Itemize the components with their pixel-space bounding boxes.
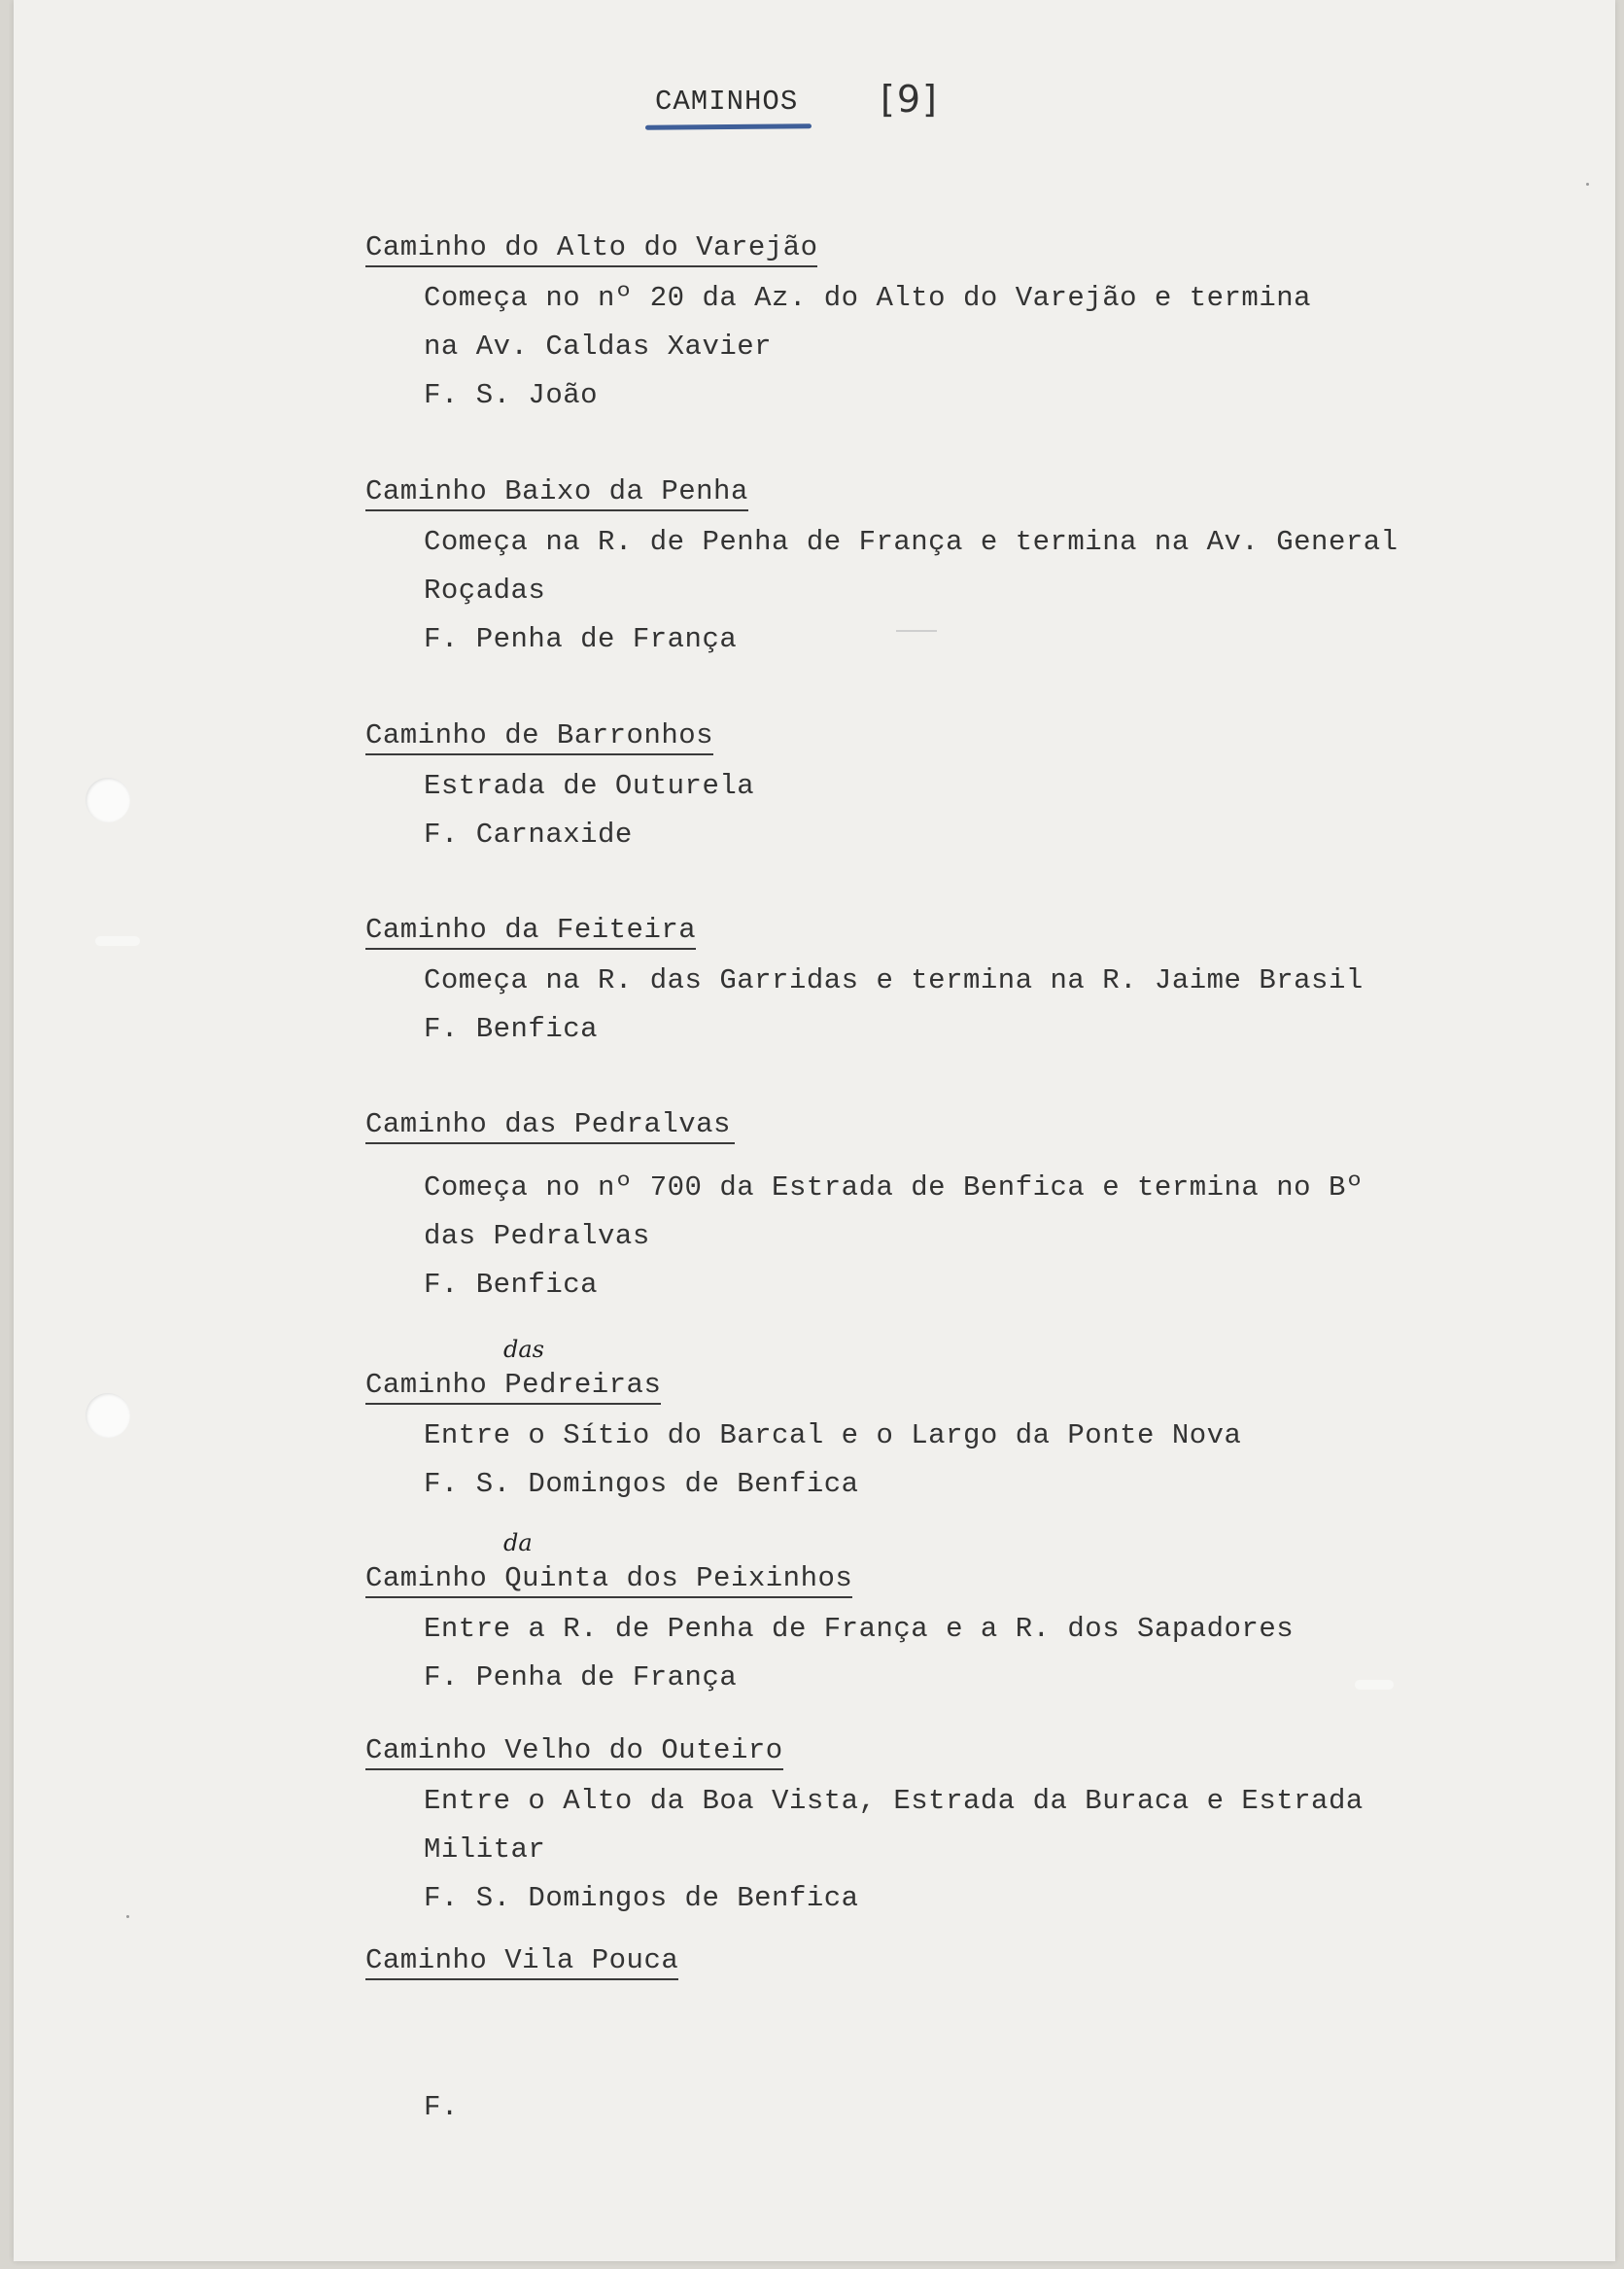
entry-line: Entre o Alto da Boa Vista, Estrada da Buraca e Estrada bbox=[424, 1785, 1364, 1817]
entry-barronhos bbox=[365, 719, 754, 859]
entry-title: Caminho Pedreiras bbox=[365, 1369, 661, 1405]
page-title: CAMINHOS bbox=[655, 86, 799, 118]
entry-line: Começa na R. de Penha de França e termina na Av. General bbox=[424, 526, 1399, 558]
entry-line: F. Benfica bbox=[424, 1013, 599, 1045]
entry-baixo-da-penha bbox=[365, 475, 1399, 664]
entry-line: F. Carnaxide bbox=[424, 819, 633, 851]
entry-line: Militar bbox=[424, 1833, 546, 1866]
entry-line: Começa no nº 700 da Estrada de Benfica e termina no Bº bbox=[424, 1171, 1364, 1204]
entry-line: F. S. João bbox=[424, 379, 599, 411]
entry-title: Caminho do Alto do Varejão bbox=[365, 231, 817, 267]
entry-line: F. Penha de França bbox=[424, 1661, 738, 1693]
document-page bbox=[14, 0, 1615, 2261]
handwritten-annotation: da bbox=[503, 1529, 533, 1556]
entry-pedralvas bbox=[365, 1108, 1364, 1309]
entry-line: Entre o Sítio do Barcal e o Largo da Ponte Nova bbox=[424, 1419, 1242, 1451]
entry-title: Caminho Vila Pouca bbox=[365, 1944, 678, 1980]
paper-crease bbox=[1355, 1680, 1394, 1690]
speck bbox=[1586, 183, 1589, 186]
entry-pedreiras bbox=[365, 1336, 1242, 1509]
entry-title: Caminho Velho do Outeiro bbox=[365, 1734, 783, 1770]
entry-title: Caminho das Pedralvas bbox=[365, 1108, 735, 1144]
entry-quinta-dos-peixinhos bbox=[365, 1529, 1295, 1702]
entry-title: Caminho de Barronhos bbox=[365, 719, 713, 755]
entry-title: Caminho da Feiteira bbox=[365, 914, 696, 950]
page-number: [9] bbox=[881, 78, 939, 121]
entry-alto-do-varejao bbox=[365, 231, 1311, 420]
entry-line: F. Benfica bbox=[424, 1269, 599, 1301]
punch-hole bbox=[86, 1393, 130, 1438]
entry-line: das Pedralvas bbox=[424, 1220, 650, 1252]
page-header bbox=[655, 78, 939, 121]
entry-line: Começa no nº 20 da Az. do Alto do Varejão e termina bbox=[424, 282, 1312, 314]
entry-line: F. S. Domingos de Benfica bbox=[424, 1882, 859, 1914]
entry-line: Estrada de Outurela bbox=[424, 770, 755, 802]
entry-line: Começa na R. das Garridas e termina na R. Jaime Brasil bbox=[424, 964, 1364, 996]
entry-vila-pouca bbox=[365, 1944, 678, 1980]
entry-feiteira bbox=[365, 914, 1364, 1054]
entry-line: Entre a R. de Penha de França e a R. dos Sapadores bbox=[424, 1613, 1295, 1645]
entry-line: Roçadas bbox=[424, 575, 546, 607]
entry-velho-do-outeiro bbox=[365, 1734, 1364, 1923]
entry-line: na Av. Caldas Xavier bbox=[424, 331, 773, 363]
footer-text: F. bbox=[424, 2091, 459, 2123]
entry-title: Caminho Baixo da Penha bbox=[365, 475, 748, 511]
punch-hole bbox=[86, 778, 130, 822]
handwritten-annotation: das bbox=[503, 1336, 544, 1363]
entry-line: F. Penha de França bbox=[424, 623, 738, 655]
speck bbox=[126, 1915, 129, 1918]
entry-line: F. S. Domingos de Benfica bbox=[424, 1468, 859, 1500]
entry-title: Caminho Quinta dos Peixinhos bbox=[365, 1562, 852, 1598]
paper-crease bbox=[95, 936, 140, 946]
